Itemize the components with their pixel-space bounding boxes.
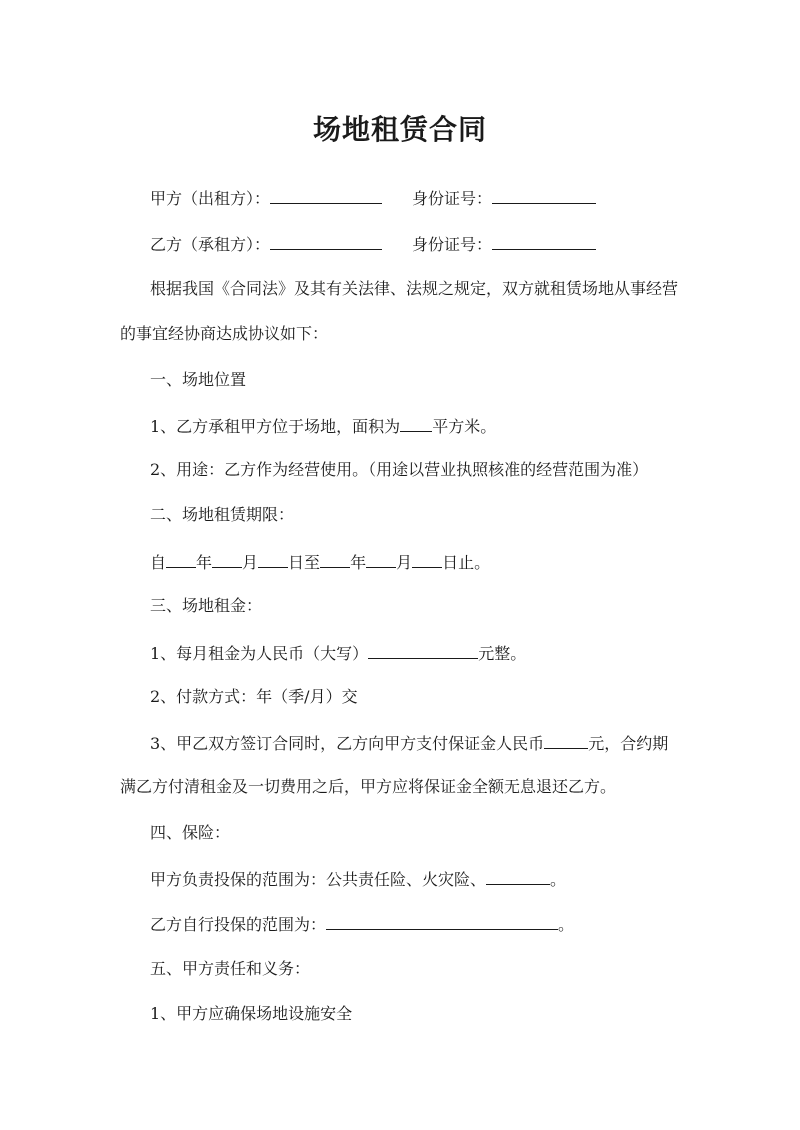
term-year-2: 年: [350, 553, 367, 572]
s4-item-1-text: 甲方负责投保的范围为：公共责任险、火灾险、: [150, 870, 487, 889]
start-day-blank: [258, 550, 288, 568]
section-3-heading: 三、场地租金：: [150, 596, 263, 615]
s3-item-1-unit: 元整。: [478, 644, 527, 663]
section-4-heading: 四、保险：: [150, 823, 231, 842]
s4-item-2-end: 。: [558, 915, 575, 934]
s3-item-3-text: 3、甲乙双方签订合同时，乙方向甲方支付保证金人民币: [150, 734, 545, 753]
rent-amount-blank: [368, 641, 478, 659]
section-5-heading: 五、甲方责任和义务：: [150, 959, 311, 978]
party-a-name-blank: [270, 186, 382, 204]
insurance-a-blank: [486, 867, 550, 885]
insurance-b-blank: [326, 912, 558, 930]
s1-item-2: 2、用途：乙方作为经营使用。（用途以营业执照核准的经营范围为准）: [150, 460, 649, 479]
party-b-id-blank: [492, 232, 596, 250]
s1-item-1-text: 1、乙方承租甲方位于场地，面积为: [150, 417, 401, 436]
party-b-label: 乙方（承租方）：: [150, 235, 271, 254]
end-year-blank: [320, 550, 350, 568]
end-month-blank: [366, 550, 396, 568]
party-b-id-label: 身份证号：: [412, 235, 493, 254]
s4-item-1: [150, 867, 566, 891]
s4-item-1-end: 。: [550, 870, 567, 889]
term-line: [150, 550, 490, 574]
term-month-2: 月: [396, 553, 413, 572]
section-2-heading: 二、场地租赁期限：: [150, 505, 295, 524]
party-b-name-blank: [270, 232, 382, 250]
intro-line-2: 的事宜经协商达成协议如下：: [120, 324, 329, 343]
s5-item-1: 1、甲方应确保场地设施安全: [150, 1004, 353, 1023]
term-day-to: 日至: [288, 553, 321, 572]
term-start: 自: [150, 553, 167, 572]
section-1-heading: 一、场地位置: [150, 370, 247, 389]
term-end: 日止。: [442, 553, 491, 572]
s3-item-3-tail: 元，合约期: [588, 734, 669, 753]
intro-line-1: 根据我国《合同法》及其有关法律、法规之规定，双方就租赁场地从事经营: [150, 279, 679, 298]
s1-item-1-unit: 平方米。: [432, 417, 497, 436]
party-b-line: [150, 232, 596, 256]
party-a-line: [150, 186, 596, 210]
party-a-id-blank: [492, 186, 596, 204]
term-year-1: 年: [196, 553, 213, 572]
s3-item-2: 2、付款方式：年（季/月）交: [150, 687, 358, 706]
s3-item-3: [150, 731, 668, 755]
document-title: 场地租赁合同: [312, 113, 487, 146]
area-blank: [400, 414, 432, 432]
end-day-blank: [412, 550, 442, 568]
start-year-blank: [166, 550, 196, 568]
term-month-1: 月: [242, 553, 259, 572]
party-a-id-label: 身份证号：: [412, 189, 493, 208]
s3-item-1: [150, 641, 526, 665]
s1-item-1: [150, 414, 496, 438]
s3-item-1-text: 1、每月租金为人民币（大写）: [150, 644, 369, 663]
deposit-blank: [544, 731, 588, 749]
start-month-blank: [212, 550, 242, 568]
s4-item-2: [150, 912, 574, 936]
s3-item-3-cont: 满乙方付清租金及一切费用之后，甲方应将保证金全额无息退还乙方。: [120, 777, 617, 796]
s4-item-2-text: 乙方自行投保的范围为：: [150, 915, 327, 934]
party-a-label: 甲方（出租方）：: [150, 189, 271, 208]
